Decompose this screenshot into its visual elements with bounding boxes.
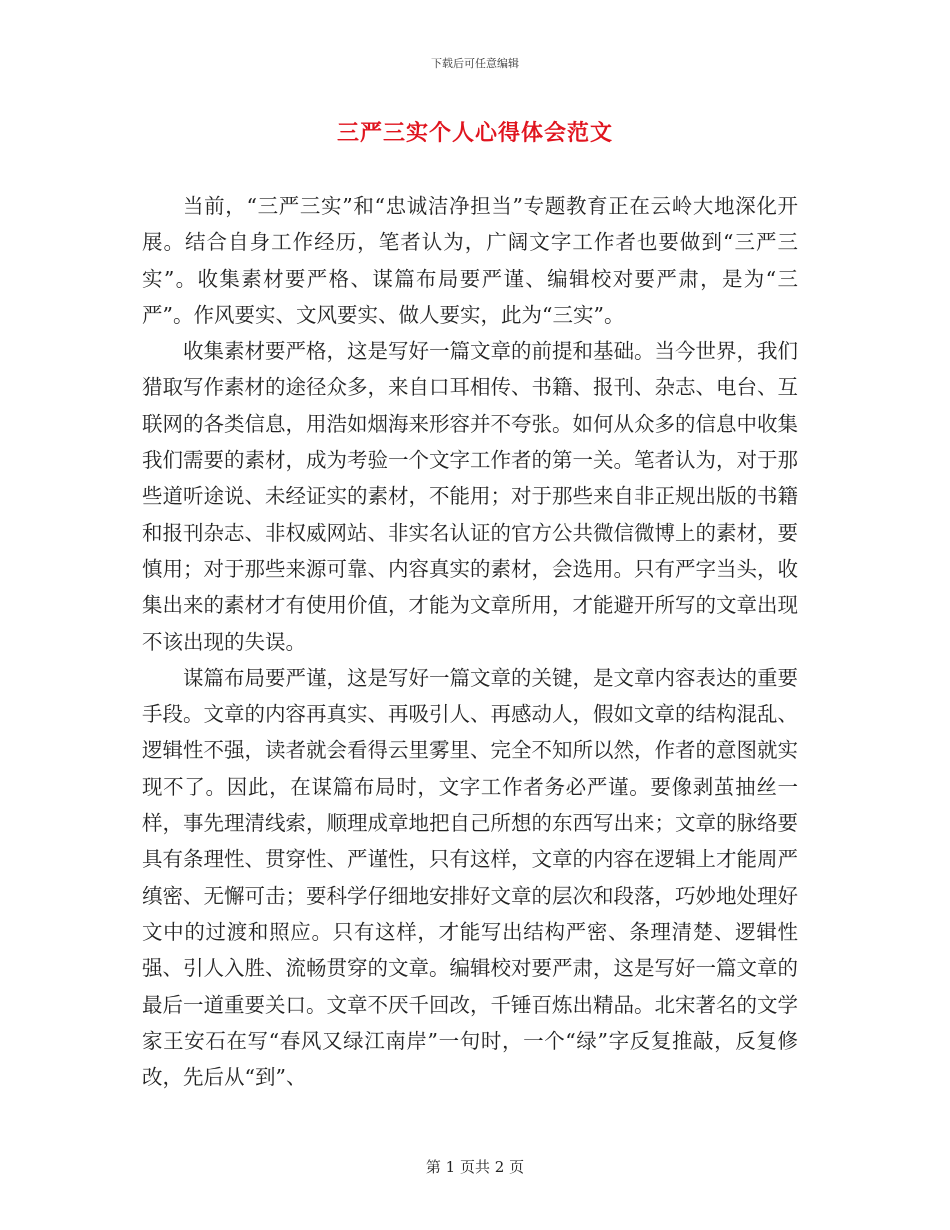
paragraph-collect-materials: 收集素材要严格，这是写好一篇文章的前提和基础。当今世界，我们猎取写作素材的途径众多，来自口耳相传、书籍、报刊、杂志、电台、互联网的各类信息，用浩如烟海来形容并不夸张。如何从众多的信息中收集我们需要的素材，成为考验一个文字工作者的第一关。笔者认为，对于那些道听途说、未经证实的素材，不能用；对于那些来自非正规出版的书籍和报刊杂志、非权威网站、非实名认证的官方公共微信微博上的素材，要慎用；对于那些来源可靠、内容真实的素材，会选用。只有严字当头，收集出来的素材才有使用价值，才能为文章所用，才能避开所写的文章出现不该出现的失误。: [142, 339, 798, 654]
header-note: 下载后可任意编辑: [431, 57, 519, 70]
paragraph-layout-planning: 谋篇布局要严谨，这是写好一篇文章的关键，是文章内容表达的重要手段。文章的内容再真实、再吸引人、再感动人，假如文章的结构混乱、逻辑性不强，读者就会看得云里雾里、完全不知所以然，作者的意图就实现不了。因此，在谋篇布局时，文字工作者务必严谨。要像剥茧抽丝一样，事先理清线索，顺理成章地把自己所想的东西写出来；文章的脉络要具有条理性、贯穿性、严谨性，只有这样，文章的内容在逻辑上才能周严缜密、无懈可击；要科学仔细地安排好文章的层次和段落，巧妙地处理好文中的过渡和照应。只有这样，才能写出结构严密、条理清楚、逻辑性强、引人入胜、流畅贯穿的文章。编辑校对要严肃，这是写好一篇文章的最后一道重要关口。文章不厌千回改，千锤百炼出精品。北宋著名的文学家王安石在写“春风又绿江南岸”一句时，一个“绿”字反复推敲，反复修改，先后从“到”、: [142, 665, 798, 1090]
paragraph-intro: 当前，“三严三实”和“忠诚洁净担当”专题教育正在云岭大地深化开展。结合自身工作经历，笔者认为，广阔文字工作者也要做到“三严三实”。收集素材要严格、谋篇布局要严谨、编辑校对要严肃，是为“三严”。作风要实、文风要实、做人要实，此为“三实”。: [142, 194, 798, 327]
page-number: 第 1 页共 2 页: [425, 1158, 525, 1176]
document-body: [142, 188, 798, 1095]
document-title: 三严三实个人心得体会范文: [336, 120, 613, 146]
